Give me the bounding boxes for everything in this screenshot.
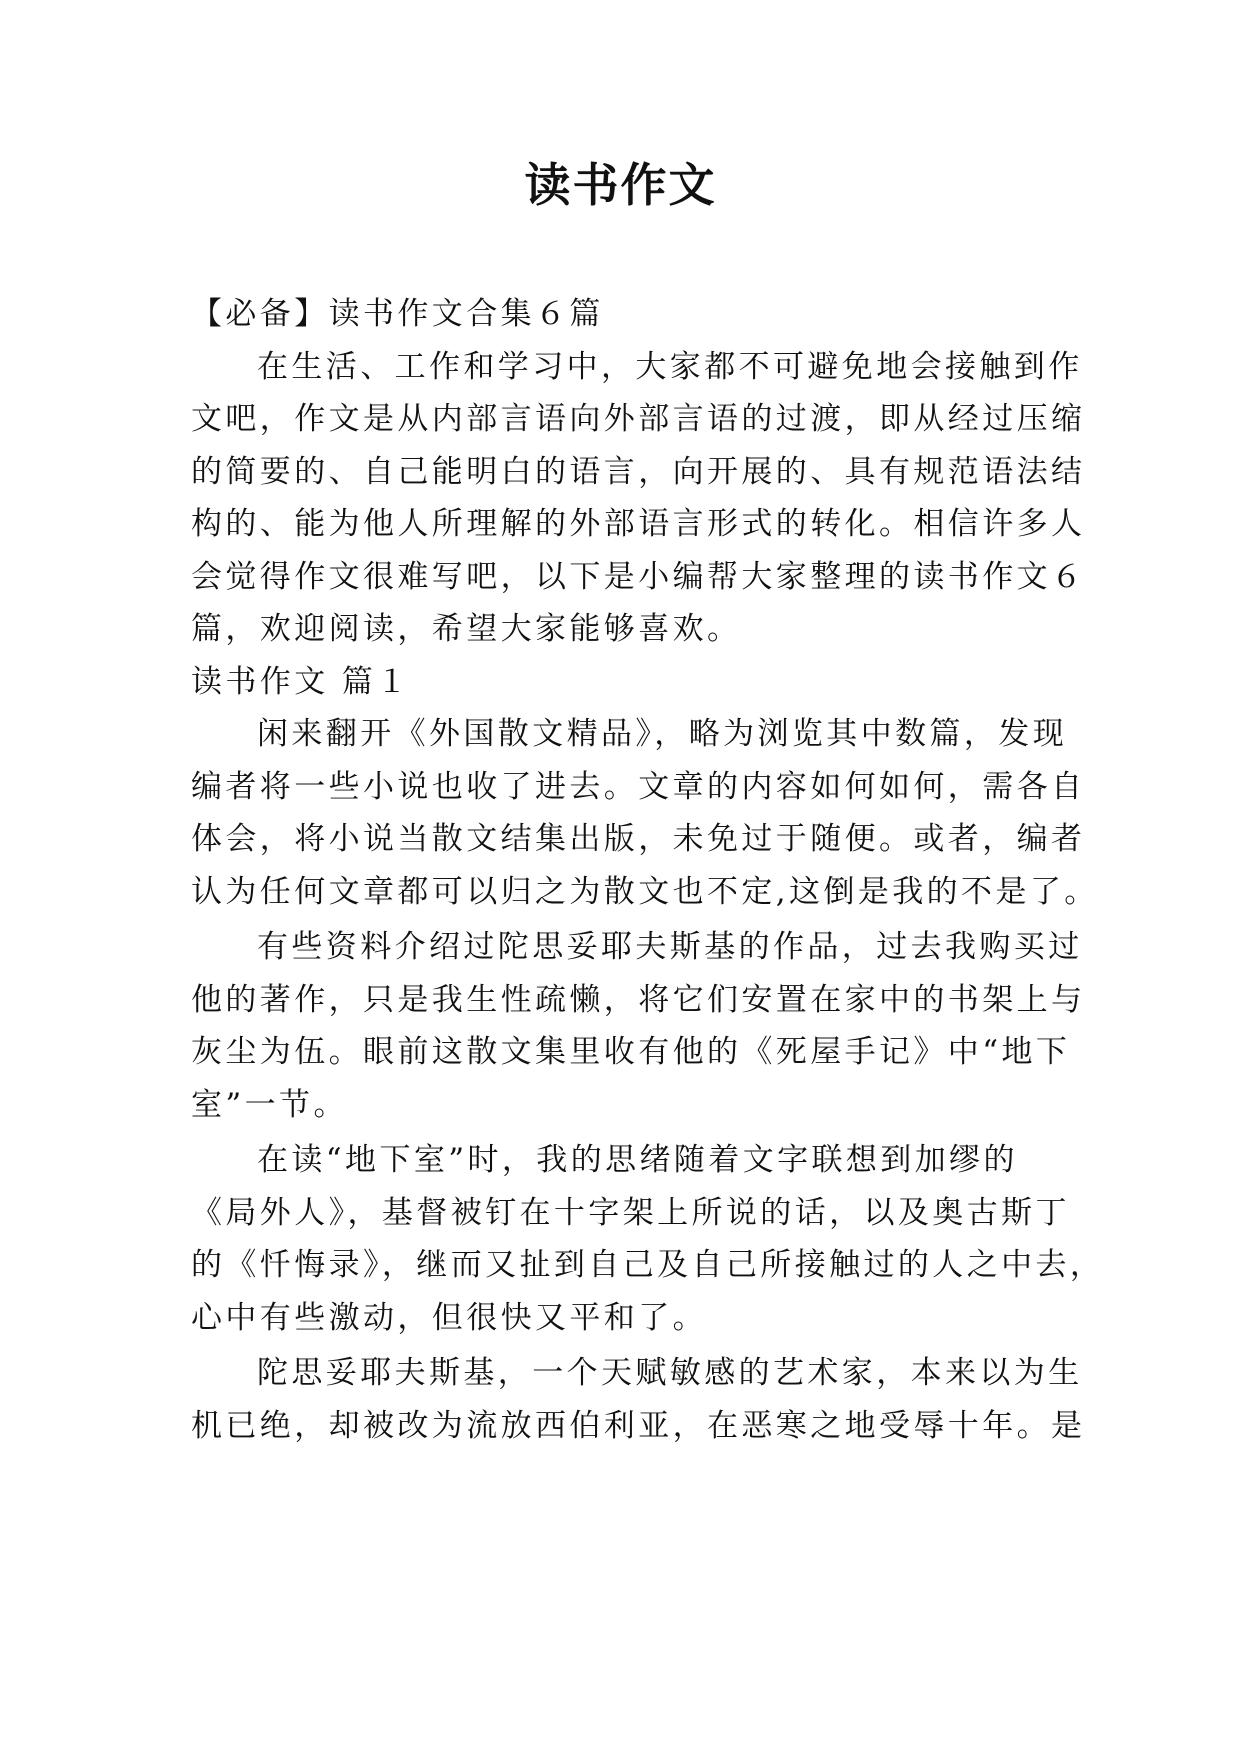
section-heading: 读书作文 篇１: [191, 663, 411, 700]
intro-paragraph-line: 的简要的、自己能明白的语言，向开展的、具有规范语法结: [191, 453, 1086, 490]
paragraph-line: 室”一节。: [191, 1086, 348, 1123]
paragraph-line: 心中有些激动，但很快又平和了。: [191, 1299, 707, 1336]
paragraph-line: 编者将一些小说也收了进去。文章的内容如何如何，需各自: [191, 768, 1086, 805]
paragraph-line: 体会，将小说当散文结集出版，未免过于随便。或者，编者: [191, 821, 1086, 857]
paragraph-line: 灰尘为伍。眼前这散文集里收有他的《死屋手记》中“地下: [191, 1034, 1071, 1070]
paragraph-line: 在读“地下室”时，我的思绪随着文字联想到加缪的: [257, 1142, 1018, 1178]
intro-paragraph-line: 文吧，作文是从内部言语向外部言语的过渡，即从经过压缩: [191, 401, 1086, 437]
paragraph-line: 他的著作，只是我生性疏懒，将它们安置在家中的书架上与: [191, 981, 1086, 1018]
document-body: [191, 288, 1105, 1452]
paragraph-line: 认为任何文章都可以归之为散文也不定,这倒是我的不是了。: [191, 873, 1099, 910]
paragraph-line: 的《忏悔录》，继而又扯到自己及自己所接触过的人之中去，: [191, 1247, 1105, 1283]
paragraph-line: 有些资料介绍过陀思妥耶夫斯基的作品，过去我购买过: [257, 929, 1083, 965]
paragraph-line: 闲来翻开《外国散文精品》，略为浏览其中数篇，发现: [257, 716, 1068, 752]
subtitle-line: 【必备】读书作文合集６篇: [191, 296, 604, 332]
intro-paragraph-line: 会觉得作文很难写吧，以下是小编帮大家整理的读书作文６: [191, 558, 1086, 595]
intro-paragraph-line: 篇，欢迎阅读，希望大家能够喜欢。: [191, 611, 742, 647]
paragraph-line: 《局外人》，基督被钉在十字架上所说的话，以及奥古斯丁: [191, 1194, 1070, 1231]
intro-paragraph-line: 在生活、工作和学习中，大家都不可避免地会接触到作: [257, 348, 1083, 385]
paragraph-line: 陀思妥耶夫斯基，一个天赋敏感的艺术家，本来以为生: [257, 1355, 1083, 1391]
document-title: 读书作文: [524, 158, 717, 212]
paragraph-line: 机已绝，却被改为流放西伯利亚，在恶寒之地受辱十年。是: [191, 1407, 1086, 1444]
intro-paragraph-line: 构的、能为他人所理解的外部语言形式的转化。相信许多人: [191, 506, 1086, 542]
